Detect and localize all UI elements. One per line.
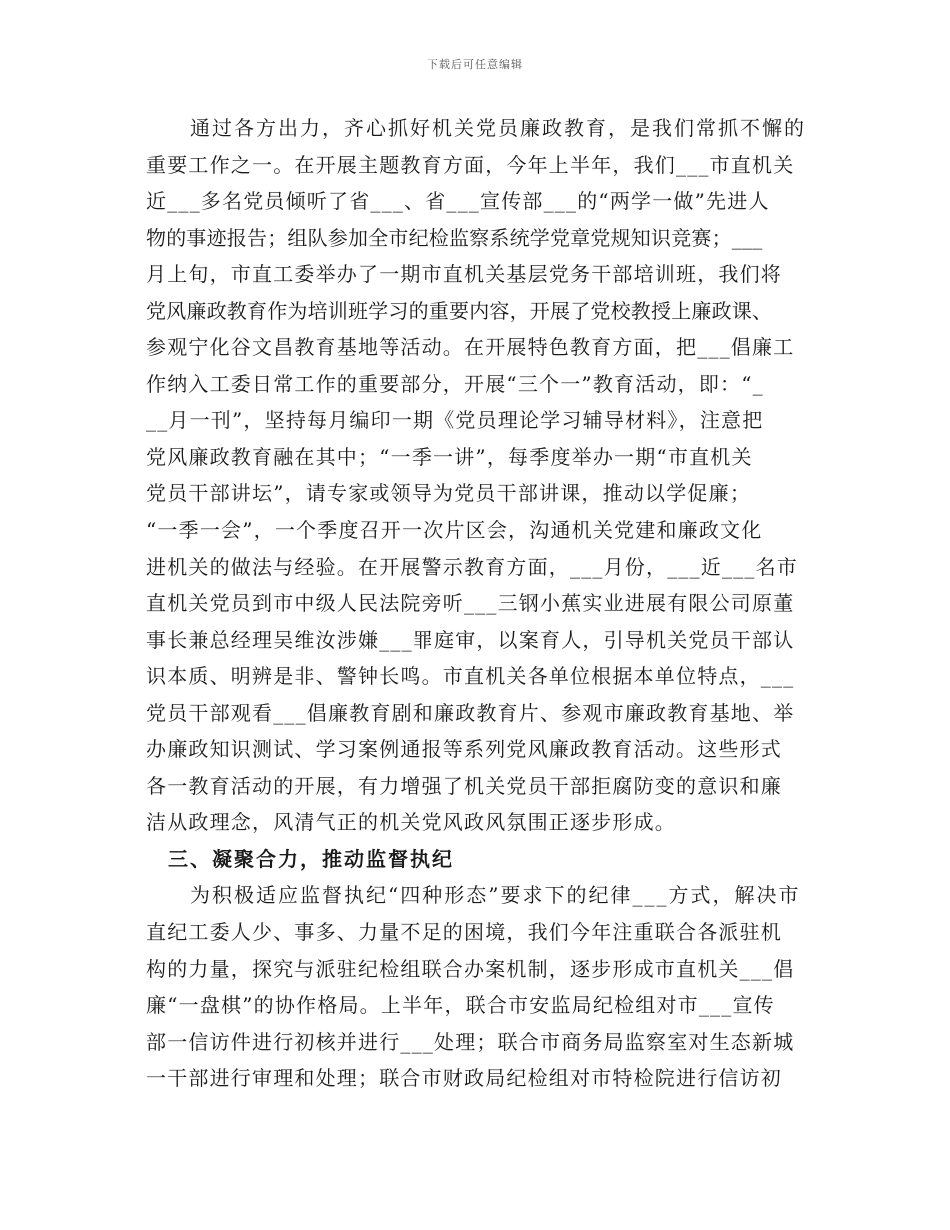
paragraph-line: 洁从政理念，风清气正的机关党风政风氛围正逐步形成。 (146, 810, 676, 835)
paragraph-line: 为积极适应监督执纪“四种形态”要求下的纪律___方式，解决市 (190, 883, 801, 908)
page-header-note: 下载后可任意编辑 (427, 58, 523, 71)
paragraph-line: 直纪工委人少、事多、力量不足的困境，我们今年注重联合各派驻机 (146, 920, 782, 945)
paragraph-line: “一季一会”，一个季度召开一次片区会，沟通机关党建和廉政文化 (146, 518, 763, 543)
document-body (146, 110, 810, 1097)
paragraph-line: 通过各方出力，齐心抓好机关党员廉政教育，是我们常抓不懈的 (190, 116, 806, 140)
paragraph-line: 月上旬，市直工委举办了一期市直机关基层党务干部培训班，我们将 (146, 262, 782, 287)
paragraph-line: 各一教育活动的开展，有力增强了机关党员干部拒腐防变的意识和廉 (146, 773, 782, 798)
paragraph-line: 党员干部观看___倡廉教育剧和廉政教育片、参观市廉政教育基地、举 (146, 700, 795, 725)
section-heading: 三、凝聚合力，推动监督执纪 (168, 846, 454, 871)
paragraph-line: 党员干部讲坛”，请专家或领导为党员干部讲课，推动以学促廉； (146, 481, 752, 506)
paragraph-line: 廉“一盘棋”的协作格局。上半年，联合市安监局纪检组对市___宣传 (146, 993, 775, 1018)
paragraph-line: 参观宁化谷文昌教育基地等活动。在开展特色教育方面，把___倡廉工 (146, 335, 795, 360)
paragraph-line: 作纳入工委日常工作的重要部分，开展“三个一”教育活动，即：“_ (146, 371, 764, 396)
paragraph-line: 进机关的做法与经验。在开展警示教育方面，___月份，___近___名市 (146, 554, 798, 579)
paragraph-line: 重要工作之一。在开展主题教育方面，今年上半年，我们___市直机关 (146, 152, 795, 177)
paragraph-line: 党风廉政教育作为培训班学习的重要内容，开展了党校教授上廉政课、 (146, 298, 773, 323)
paragraph-line: 物的事迹报告；组队参加全市纪检监察系统学党章党规知识竞赛；___ (146, 225, 763, 250)
paragraph-line: 办廉政知识测试、学习案例通报等系列党风廉政教育活动。这些形式 (146, 737, 782, 762)
paragraph-line: __月一刊”，坚持每月编印一期《党员理论学习辅导材料》，注意把 (146, 408, 764, 433)
paragraph-line: 构的力量，探究与派驻纪检组联合办案机制，逐步形成市直机关___倡 (146, 956, 795, 981)
paragraph-line: 部一信访件进行初核并进行___处理；联合市商务局监察室对生态新城 (146, 1029, 795, 1054)
paragraph-line: 直机关党员到市中级人民法院旁听___三钢小蕉实业进展有限公司原董 (146, 591, 795, 616)
paragraph-line: 近___多名党员倾听了省___、省___宣传部___的“两学一做”先进人 (146, 189, 770, 214)
paragraph-line: 识本质、明辨是非、警钟长鸣。市直机关各单位根据本单位特点，___ (146, 664, 795, 689)
paragraph-line: 事长兼总经理吴维汝涉嫌___罪庭审，以案育人，引导机关党员干部认 (146, 627, 795, 652)
paragraph-line: 党风廉政教育融在其中；“一季一讲”，每季度举办一期“市直机关 (146, 444, 753, 469)
paragraph-line: 一干部进行审理和处理；联合市财政局纪检组对市特检院进行信访初 (146, 1066, 782, 1091)
